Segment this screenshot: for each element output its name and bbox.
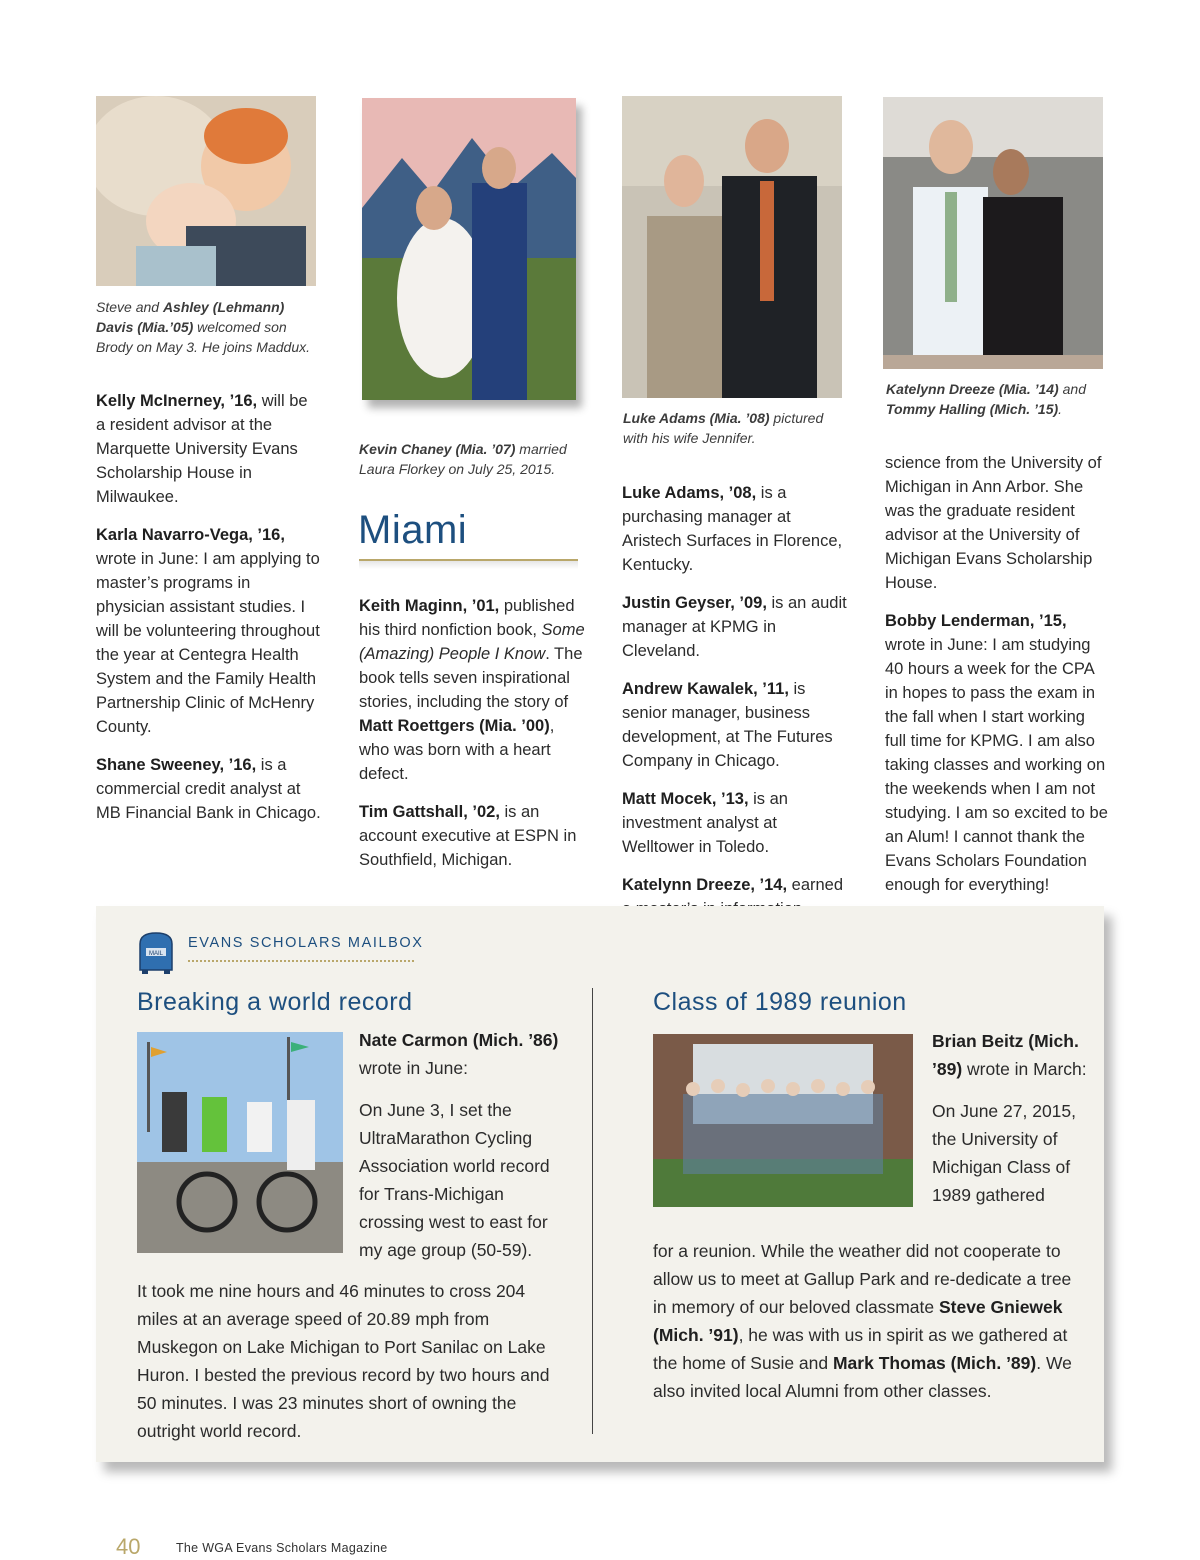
caption-name: Katelynn Dreeze (Mia. ’14) bbox=[886, 381, 1059, 397]
column-3 bbox=[622, 481, 847, 935]
caption-dreeze bbox=[886, 379, 1111, 419]
story-paragraph-1: On June 27, 2015, the University of Michigan Class of 1989 gathered bbox=[932, 1101, 1076, 1205]
note-text: is an audit manager at KPMG in Cleveland. bbox=[622, 594, 847, 660]
mailbox-label: EVANS SCHOLARS MAILBOX bbox=[188, 935, 424, 951]
story-intro bbox=[359, 1026, 559, 1082]
caption-name: Ashley (Lehmann) Davis (Mia.’05) bbox=[96, 299, 285, 335]
note-name: Kelly McInerney, ’16, bbox=[96, 392, 258, 410]
mailbox-label-dots bbox=[188, 960, 414, 962]
caption-text: married Laura Florkey on July 25, 2015. bbox=[359, 441, 567, 477]
note-text: . The book tells seven inspirational stories, including the story of bbox=[359, 645, 583, 711]
note-name: Matt Mocek, ’13, bbox=[622, 790, 749, 808]
note-adams bbox=[622, 481, 847, 577]
column-2 bbox=[359, 594, 589, 886]
story-paragraph-1: On June 3, I set the UltraMarathon Cycling Association world record for Trans-Michigan crossing west to east for my age group (50-59). bbox=[359, 1100, 550, 1260]
note-text: is an investment analyst at Welltower in Toledo. bbox=[622, 790, 788, 856]
note-lenderman bbox=[885, 609, 1110, 897]
story-world-record-intro bbox=[359, 1026, 559, 1278]
story-person: Steve Gniewek (Mich. ’91) bbox=[653, 1297, 1063, 1345]
story-reunion-body bbox=[653, 1237, 1073, 1419]
caption-text: . bbox=[1058, 401, 1063, 417]
caption-adams bbox=[623, 408, 848, 448]
story-person: Mark Thomas (Mich. ’89) bbox=[832, 1353, 1037, 1373]
note-kawalek bbox=[622, 677, 847, 773]
note-geyser bbox=[622, 591, 847, 663]
section-title-miami: Miami bbox=[358, 508, 468, 552]
caption-name: Kevin Chaney (Mia. ’07) bbox=[359, 441, 516, 457]
story-divider bbox=[592, 988, 593, 1434]
note-text: wrote in June: I am applying to master’s programs in physician assistant studies. I will be volunteering throughout the year at Centegra Health System and the Family Health Partnership Clinic of McHenry County. bbox=[96, 550, 320, 736]
note-name: Andrew Kawalek, ’11, bbox=[622, 680, 789, 698]
story-text: for a reunion. While the weather did not cooperate to allow us to meet at Gallup Park and re-dedicate a tree in memory of our beloved classmate bbox=[653, 1241, 1072, 1317]
photo-reunion-group bbox=[653, 1034, 913, 1207]
note-navarro-vega bbox=[96, 523, 321, 739]
photo-adams-couple bbox=[622, 96, 842, 398]
story-text: wrote in March: bbox=[962, 1059, 1087, 1079]
note-name: Keith Maginn, ’01, bbox=[359, 597, 500, 615]
note-text: , who was born with a heart defect. bbox=[359, 717, 555, 783]
note-maginn bbox=[359, 594, 589, 786]
story-world-record-body bbox=[137, 1277, 562, 1459]
photo-dreeze-halling bbox=[883, 97, 1103, 369]
magazine-title: The WGA Evans Scholars Magazine bbox=[176, 1541, 388, 1555]
caption-name: Tommy Halling (Mich. ’15) bbox=[886, 401, 1059, 417]
note-text: is a commercial credit analyst at MB Financial Bank in Chicago. bbox=[96, 756, 321, 822]
photo-davis-children bbox=[96, 96, 316, 286]
story-heading-reunion: Class of 1989 reunion bbox=[653, 988, 907, 1016]
photo-cyclists bbox=[137, 1032, 343, 1253]
note-text: is senior manager, business development, at The Futures Company in Chicago. bbox=[622, 680, 833, 770]
story-author: Brian Beitz (Mich. ’89) bbox=[932, 1031, 1079, 1079]
note-dreeze-continued: science from the University of Michigan in Ann Arbor. She was the graduate resident advisor at the University of Michigan Evans Scholarship House. bbox=[885, 454, 1102, 592]
caption-text: pictured with his wife Jennifer. bbox=[623, 410, 824, 446]
note-text: published his third nonfiction book, bbox=[359, 597, 575, 639]
story-intro bbox=[932, 1027, 1092, 1083]
caption-text: Steve and bbox=[96, 299, 163, 315]
caption-chaney bbox=[359, 439, 589, 479]
column-4 bbox=[885, 451, 1110, 911]
note-text: wrote in June: I am studying 40 hours a week for the CPA in hopes to pass the exam in the fall when I start working full time for KPMG. I am also taking classes and working on the weekends when I am not studying. I am so excited to be an Alum! I cannot thank the Evans Scholars Foundation enough for everything! bbox=[885, 636, 1108, 894]
note-name: Justin Geyser, ’09, bbox=[622, 594, 767, 612]
page-number: 40 bbox=[116, 1534, 141, 1559]
book-title: Some (Amazing) People I Know bbox=[359, 621, 585, 663]
caption-davis bbox=[96, 297, 321, 357]
note-mocek bbox=[622, 787, 847, 859]
note-mcinerney bbox=[96, 389, 321, 509]
note-text: will be a resident advisor at the Marquette University Evans Scholarship House in Milwaukee. bbox=[96, 392, 308, 506]
note-name: Shane Sweeney, ’16, bbox=[96, 756, 257, 774]
story-text: . We also invited local Alumni from other classes. bbox=[653, 1353, 1072, 1401]
story-heading-world-record: Breaking a world record bbox=[137, 988, 413, 1016]
story-text: wrote in June: bbox=[359, 1058, 468, 1078]
mailbox-icon-label: MAIL bbox=[148, 951, 164, 957]
note-name: Katelynn Dreeze, ’14, bbox=[622, 876, 788, 894]
note-name: Bobby Lenderman, ’15, bbox=[885, 612, 1067, 630]
note-text: earned bbox=[791, 876, 844, 894]
note-sweeney bbox=[96, 753, 321, 825]
caption-name: Luke Adams (Mia. ’08) bbox=[623, 410, 770, 426]
mailbox-icon bbox=[137, 930, 175, 974]
note-name: Luke Adams, ’08, bbox=[622, 484, 757, 502]
note-name: Karla Navarro-Vega, ’16, bbox=[96, 526, 285, 544]
story-paragraph-2: It took me nine hours and 46 minutes to cross 204 miles at an average speed of 20.89 mph from Muskegon on Lake Michigan to Port Sanilac on Lake Huron. I bested the previous record by two hours and 50 minutes. I was 23 minutes short of owning the outright world record. bbox=[137, 1281, 550, 1441]
note-name: Matt Roettgers (Mia. ’00) bbox=[359, 717, 550, 735]
note-text: is a purchasing manager at Aristech Surfaces in Florence, Kentucky. bbox=[622, 484, 843, 574]
story-author: Nate Carmon (Mich. ’86) bbox=[359, 1030, 559, 1050]
note-gattshall bbox=[359, 800, 589, 872]
caption-text: and bbox=[1058, 381, 1086, 397]
story-paragraph-2 bbox=[653, 1237, 1073, 1405]
photo-chaney-wedding bbox=[362, 98, 576, 400]
column-1 bbox=[96, 389, 321, 839]
section-title-shadow bbox=[359, 561, 578, 569]
story-reunion-intro bbox=[932, 1027, 1092, 1223]
note-name: Tim Gattshall, ’02, bbox=[359, 803, 500, 821]
note-text: is an account executive at ESPN in Southfield, Michigan. bbox=[359, 803, 577, 869]
story-text: , he was with us in spirit as we gathered at the home of Susie and bbox=[653, 1325, 1068, 1373]
caption-text: welcomed son Brody on May 3. He joins Maddux. bbox=[96, 319, 310, 355]
